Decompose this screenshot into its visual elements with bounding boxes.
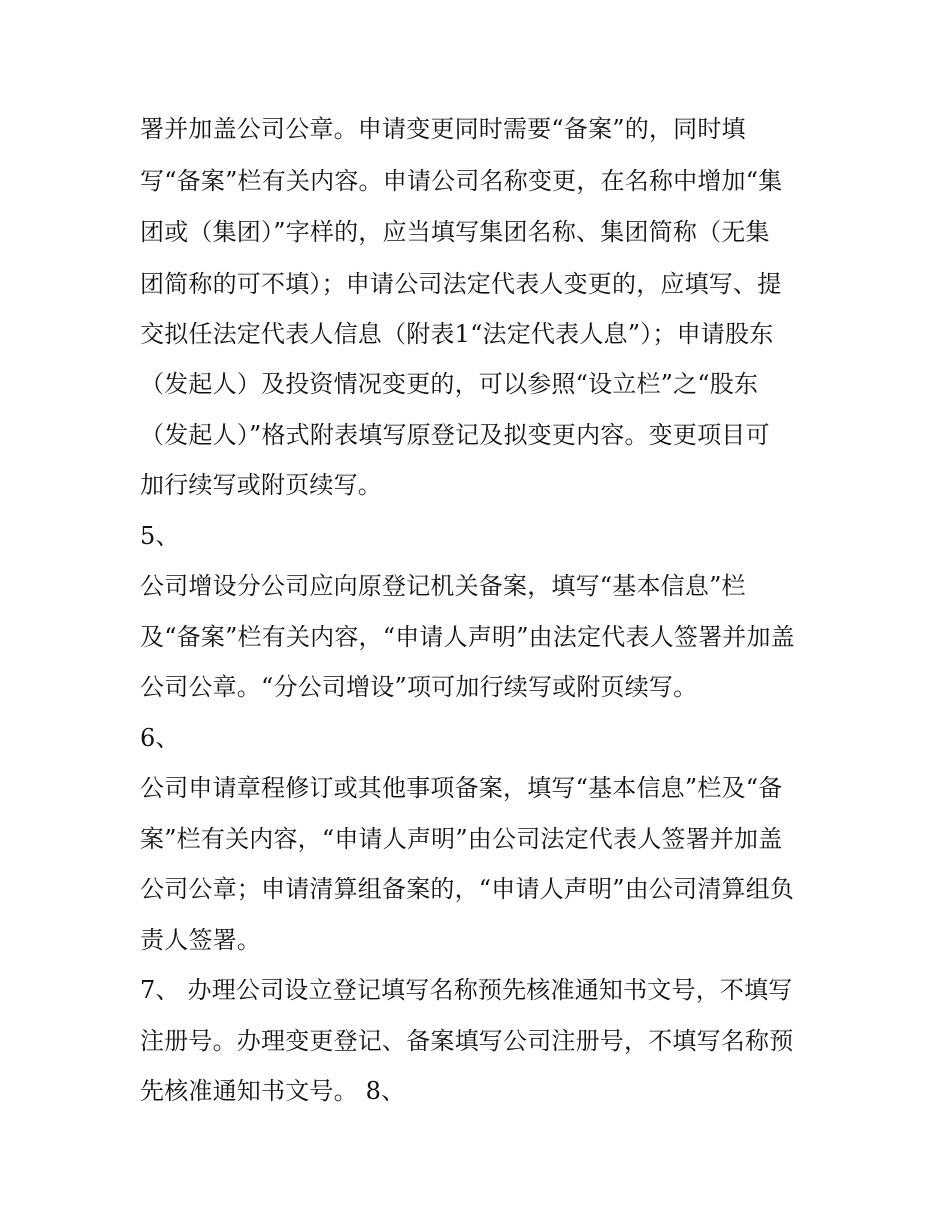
section-number-5: 5、	[140, 522, 180, 550]
text-line-16: 公司公章；申请清算组备案的，“申请人声明”由公司清算组负	[140, 875, 795, 903]
text-line-12: 公司公章。“分公司增设”项可加行续写或附页续写。	[140, 673, 698, 701]
text-line-20: 先核准通知书文号。 8、	[140, 1077, 406, 1105]
text-line-5: 交拟任法定代表人信息（附表1“法定代表人息”）；申请股东	[140, 320, 774, 348]
text-line-11: 及“备案”栏有关内容，“申请人声明”由法定代表人签署并加盖	[140, 623, 795, 651]
text-line-2: 写“备案”栏有关内容。申请公司名称变更，在名称中增加“集	[140, 167, 783, 195]
text-line-17: 责人签署。	[140, 926, 261, 954]
text-line-14: 公司申请章程修订或其他事项备案，填写“基本信息”栏及“备	[140, 774, 783, 802]
text-line-8: 加行续写或附页续写。	[140, 471, 382, 499]
text-line-15: 案”栏有关内容，“申请人声明”由公司法定代表人签署并加盖	[140, 825, 783, 853]
text-line-19: 注册号。办理变更登记、备案填写公司注册号，不填写名称预	[140, 1027, 794, 1055]
text-line-7: （发起人）”格式附表填写原登记及拟变更内容。变更项目可	[140, 421, 770, 449]
text-line-3: 团或（集团）”字样的，应当填写集团名称、集团简称（无集	[140, 218, 770, 246]
text-line-1: 署并加盖公司公章。申请变更同时需要“备案”的，同时填	[140, 115, 746, 143]
text-line-10: 公司增设分公司应向原登记机关备案，填写“基本信息”栏	[140, 572, 746, 600]
text-line-4: 团简称的可不填）；申请公司法定代表人变更的，应填写、提	[140, 270, 782, 298]
text-line-6: （发起人）及投资情况变更的，可以参照“设立栏”之“股东	[140, 370, 759, 398]
text-line-18: 7、 办理公司设立登记填写名称预先核准通知书文号，不填写	[140, 976, 793, 1004]
section-number-6: 6、	[140, 724, 180, 752]
